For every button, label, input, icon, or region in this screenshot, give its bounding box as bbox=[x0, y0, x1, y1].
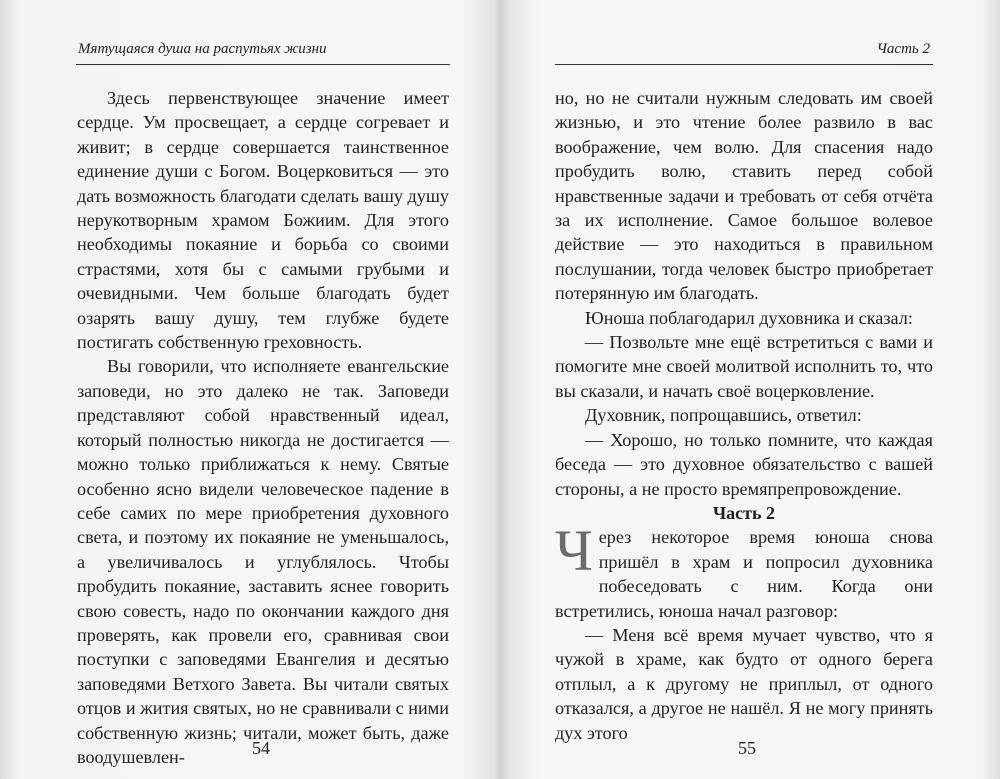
left-header-rule bbox=[76, 64, 450, 65]
left-paragraph-1: Здесь первенствующее значение имеет сердце. Ум просвещает, а сердце согревает и живит; в сердце совершается таинственное единение души с Богом. Воцерковиться — это дать возможность благодати сделать вашу душу нерукотворным храмом Божиим. Для этого необходимы покаяние и борьба со своими страстями, хотя бы с самыми грубыми и очевидными. Чем больше благодать будет озарять вашу душу, тем глубже будете постигать собственную греховность. bbox=[77, 88, 449, 353]
left-page-number: 54 bbox=[252, 738, 270, 758]
right-page-text bbox=[555, 86, 933, 745]
right-paragraph-2: — Позвольте мне ещё встретиться с вами и помогите мне своей молитвой исполнить то, что вы сказали, и начать своё воцерковление. bbox=[555, 332, 933, 401]
right-paragraph-3: Духовник, попрощавшись, ответил: bbox=[585, 405, 862, 426]
right-page-number: 55 bbox=[738, 738, 756, 758]
dropcap-letter: Ч bbox=[555, 518, 593, 584]
right-paragraph-1: Юноша поблагодарил духовника и сказал: bbox=[585, 307, 913, 328]
left-paragraph-2: Вы говорили, что исполняете евангельские заповеди, но это далеко не так. Заповеди представляют собой нравственный идеал, который полностью никогда не достигается — можно только приближаться к нему. Святые особенно ясно видели человеческое падение в себе самих по мере приобретения духовного света, и поэтому их покаяние не уменьшалось, а увеличивалось и углублялось. Чтобы пробудить покаяние, заставить яснее говорить свою совесть, надо по окончании каждого дня проверять, как провели его, сравнивая свои поступки с заповедями Евангелия и десятью заповедями Ветхого Завета. Вы читали святых отцов и жития святых, но не сравнивали с ними собственную жизнь; читали, может быть, даже воодушевлен- bbox=[77, 356, 449, 767]
right-header-rule bbox=[555, 64, 933, 65]
dropcap-paragraph-text: ерез некоторое время юноша снова пришёл в храм и попросил духовника побеседовать с ним. Когда они встретились, юноша начал разговор: bbox=[555, 527, 933, 621]
right-paragraph-4: — Хорошо, но только помните, что каждая беседа — это духовное обязательство с вашей стороны, а не просто времяпрепровождение. bbox=[555, 429, 933, 499]
left-page-text bbox=[77, 86, 449, 769]
left-running-head: Мятущаяся душа на распутьях жизни bbox=[78, 41, 327, 57]
section-title: Часть 2 bbox=[712, 502, 776, 523]
dropcap-paragraph bbox=[555, 518, 933, 623]
left-page bbox=[0, 0, 495, 779]
right-running-head: Часть 2 bbox=[876, 41, 930, 57]
right-continuation-paragraph: но, но не считали нужным следовать им своей жизнью, и это чтение более развило в вас воображение, чем волю. Для спасения надо пробудить волю, ставить перед собой нравственные задачи и требовать от себя отчёта за их исполнение. Самое большое волевое действие — это находиться в правильном послушании, тогда человек быстро приобретает потерянную им благодать. bbox=[555, 88, 933, 304]
right-page bbox=[505, 0, 1000, 779]
right-final-paragraph: — Меня всё время мучает чувство, что я чужой в храме, как будто от одного берега отплыл, а к другому не приплыл, от одного отказался, а другое не нашёл. Я не могу принять дух этого bbox=[555, 624, 933, 743]
